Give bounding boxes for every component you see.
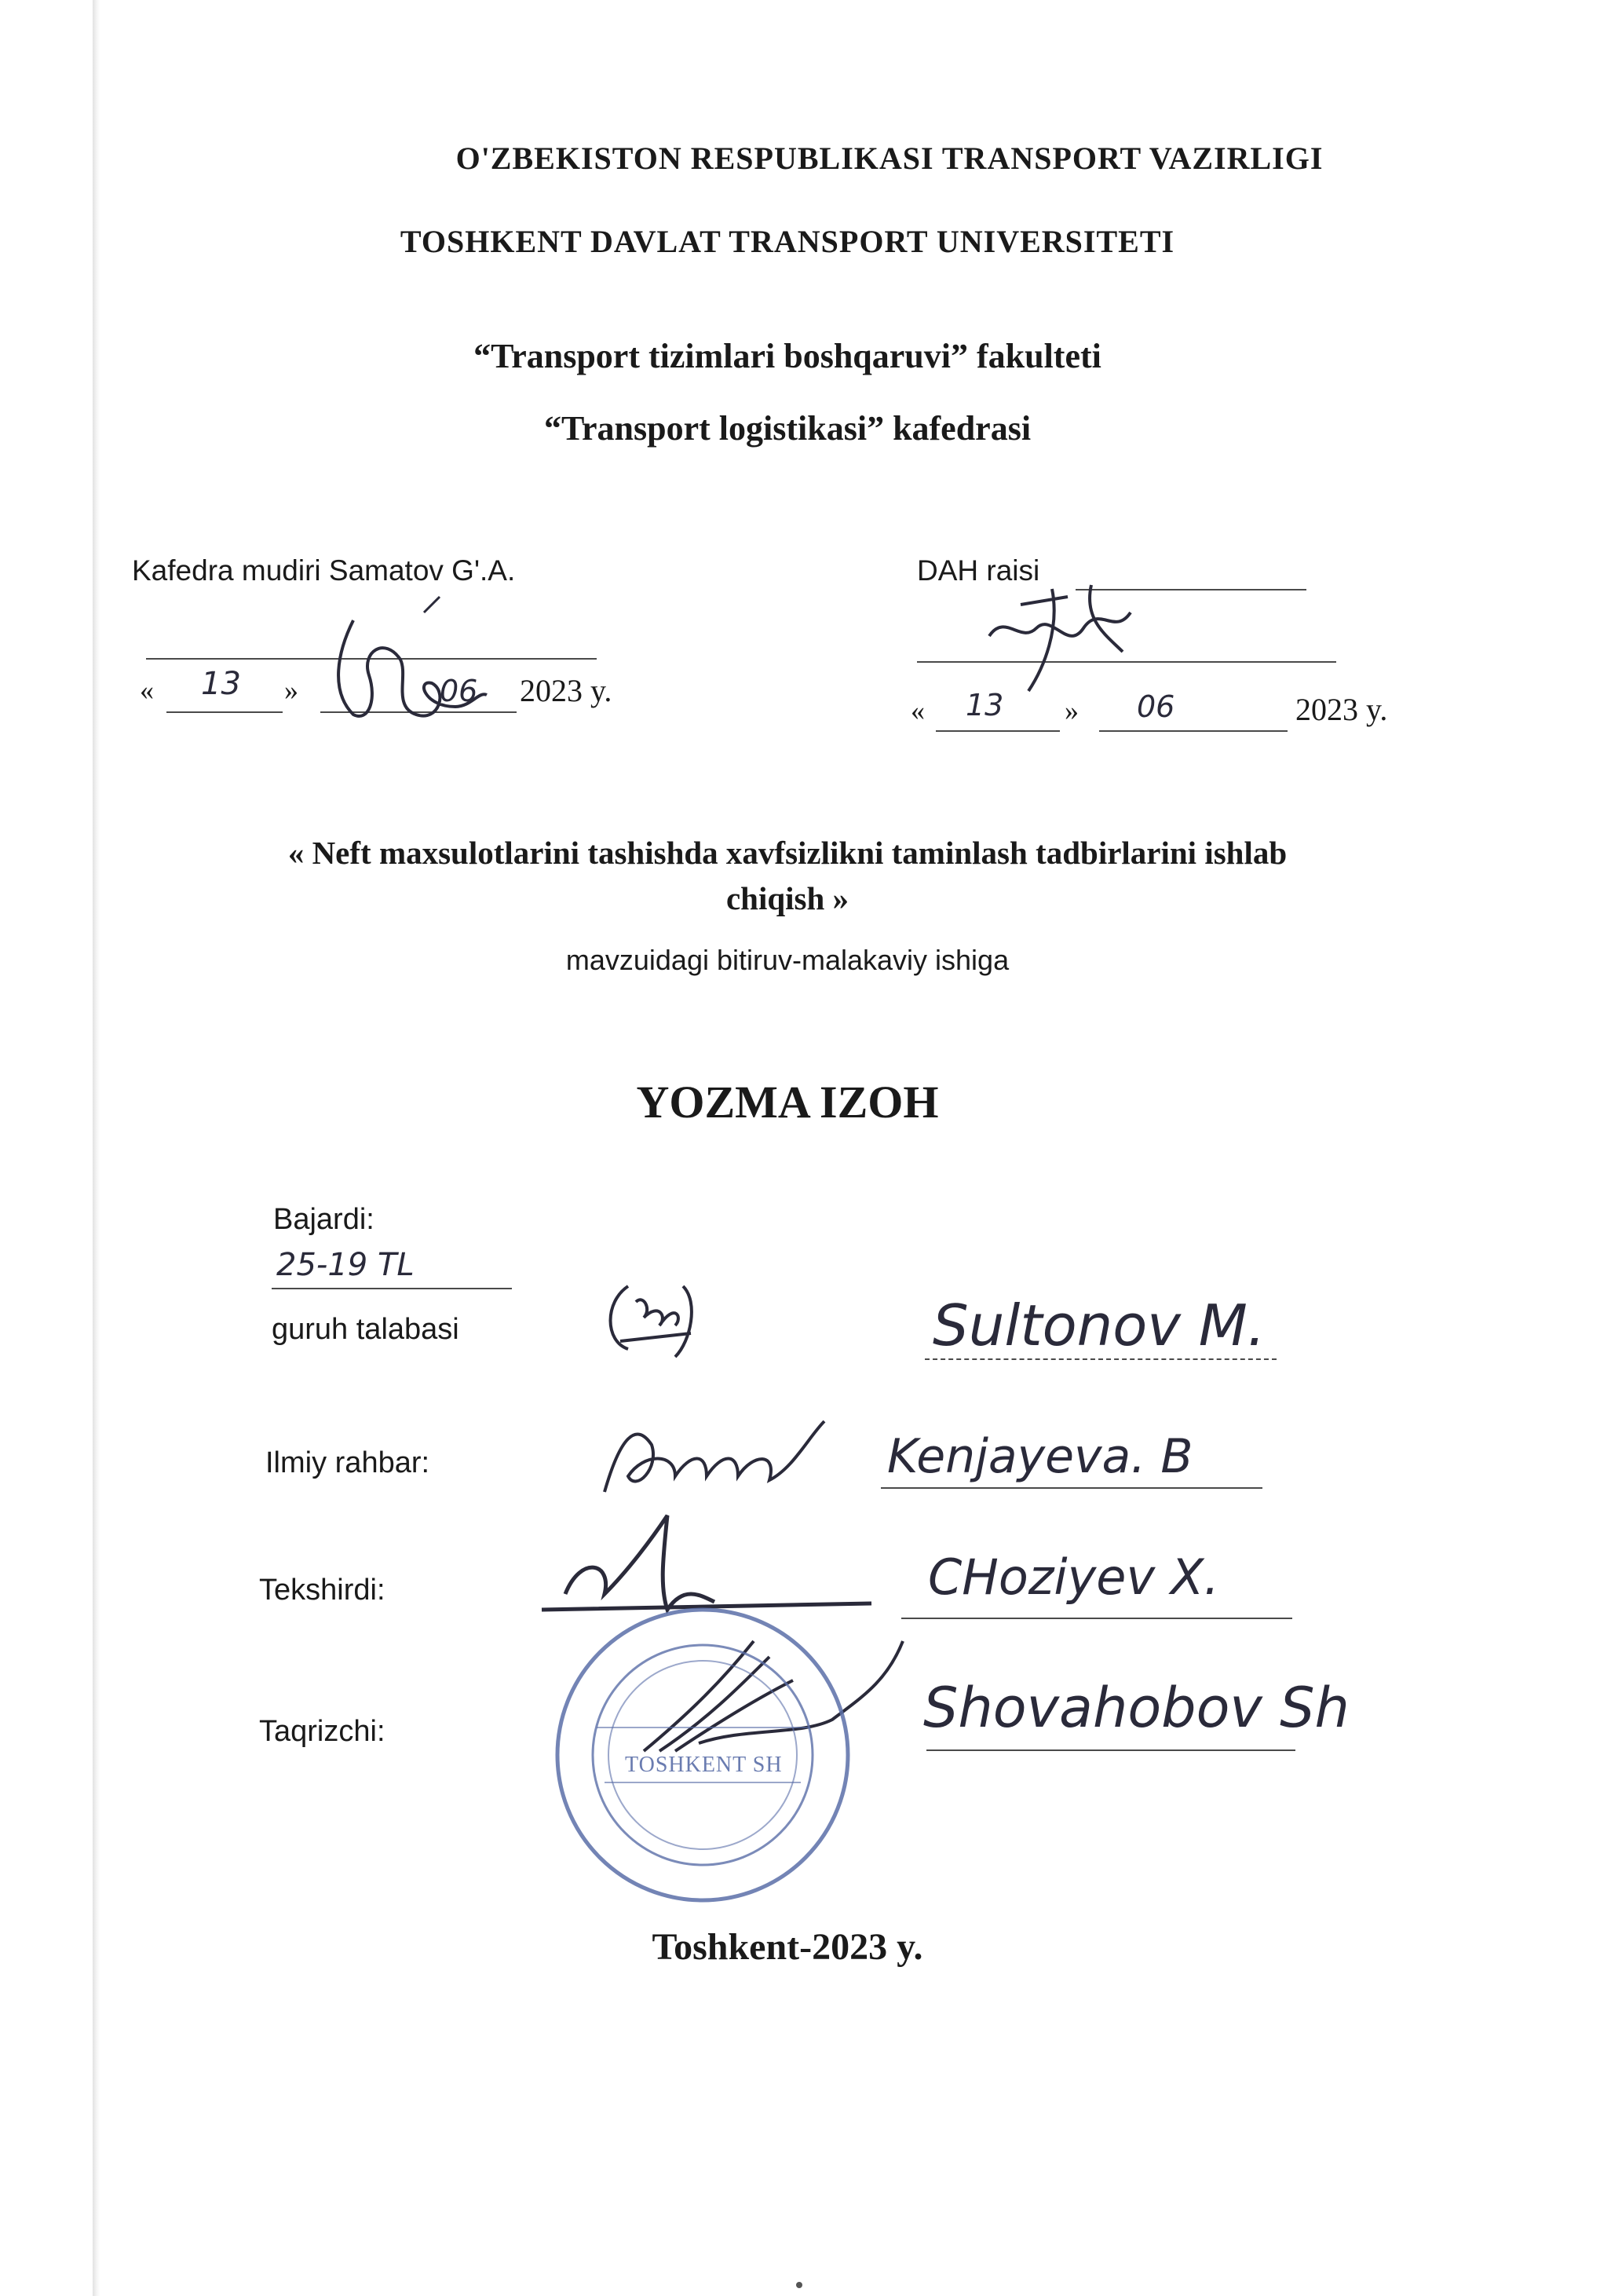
student-signature: [597, 1270, 722, 1373]
left-date-quote-open: «: [140, 675, 154, 706]
ministry-title: O'ZBEKISTON RESPUBLIKASI TRANSPORT VAZIRLIGI: [455, 141, 1324, 176]
head-of-department-label: Kafedra mudiri Samatov G'.A.: [132, 554, 516, 587]
dah-chair-label: DAH raisi: [917, 554, 1040, 587]
supervisor-name: Kenjayeva. B: [887, 1429, 1193, 1484]
supervisor-label: Ilmiy rahbar:: [265, 1446, 430, 1479]
right-approval-signature: [974, 581, 1146, 699]
thesis-topic-line-1: « Neft maxsulotlarini tashishda xavfsizlikni taminlash tadbirlarini ishlab: [287, 835, 1288, 871]
student-name: Sultonov M.: [933, 1292, 1266, 1358]
thesis-topic-line-2: chiqish »: [725, 880, 849, 916]
performed-by-label: Bajardi:: [273, 1203, 374, 1236]
university-title: TOSHKENT DAVLAT TRANSPORT UNIVERSITETI: [400, 224, 1175, 259]
student-name-line: [925, 1358, 1277, 1360]
faculty-name: “Transport tizimlari boshqaruvi” fakulteti: [473, 337, 1101, 375]
left-date-month: 06: [440, 674, 478, 708]
checker-name-line: [901, 1618, 1292, 1619]
checker-label: Tekshirdi:: [259, 1574, 385, 1607]
group-number: 25-19 TL: [276, 1247, 415, 1283]
right-date-quote-close: »: [1065, 695, 1079, 726]
document-title: YOZMA IZOH: [636, 1077, 939, 1128]
right-date-quote-open: «: [911, 695, 925, 726]
reviewer-name-line: [926, 1749, 1295, 1751]
left-date-year: 2023 y.: [520, 673, 612, 708]
left-date-quote-close: »: [284, 675, 298, 706]
reviewer-label: Taqrizchi:: [259, 1715, 385, 1748]
scan-dot: [796, 2282, 802, 2288]
student-label: guruh talabasi: [272, 1313, 459, 1346]
group-line: [272, 1288, 512, 1289]
right-date-month: 06: [1137, 689, 1175, 724]
right-month-line: [1099, 730, 1288, 732]
left-date-day: 13: [201, 666, 241, 702]
supervisor-signature: [589, 1406, 840, 1508]
department-name: “Transport logistikasi” kafedrasi: [543, 409, 1032, 448]
thesis-subtitle: mavzuidagi bitiruv-malakaviy ishiga: [565, 944, 1010, 976]
stamp-center-text: TOSHKENT SH: [625, 1753, 783, 1777]
right-day-line: [936, 730, 1060, 732]
left-day-line: [166, 711, 283, 713]
reviewer-name: Shovahobov Sh: [923, 1676, 1350, 1740]
checker-name: CHoziyev X.: [928, 1548, 1220, 1606]
right-date-day: 13: [966, 688, 1004, 722]
city-year-footer: Toshkent-2023 y.: [652, 1926, 923, 1968]
supervisor-name-line: [881, 1487, 1262, 1489]
right-date-year: 2023 y.: [1295, 692, 1388, 727]
left-approval-signature: [322, 605, 510, 730]
